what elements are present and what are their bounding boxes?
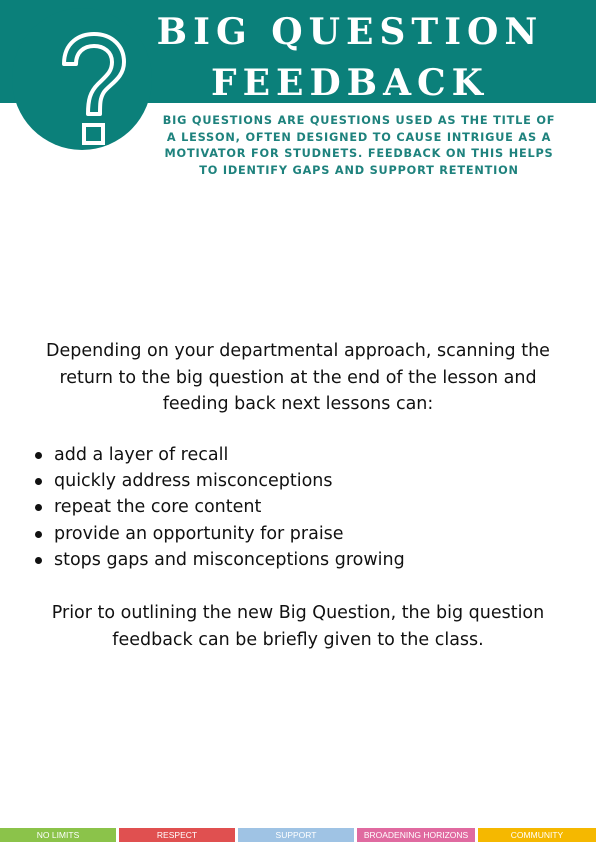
list-item xyxy=(32,468,552,494)
list-item-text: stops gaps and misconceptions growing xyxy=(54,549,405,570)
footer-value-no-limits: NO LIMITS xyxy=(0,828,116,842)
page-title-line2: FEEDBACK xyxy=(211,62,489,104)
footer-value-support: SUPPORT xyxy=(238,828,354,842)
values-footer xyxy=(0,828,596,842)
intro-paragraph: Depending on your departmental approach, scanning the return to the big question at the end of the lesson and feeding back next lessons can: xyxy=(46,341,550,414)
page-subtitle: BIG QUESTIONS ARE QUESTIONS USED AS THE TITLE OF A LESSON, OFTEN DESIGNED TO CAUSE INTRIGUE AS A MOTIVATOR FOR STUDNETS. FEEDBACK ON THIS HELPS TO IDENTIFY GAPS AND SUPPORT RETENTION xyxy=(162,114,556,177)
bullet-dot xyxy=(35,504,42,511)
list-item-text: add a layer of recall xyxy=(54,445,229,465)
list-item xyxy=(32,547,552,573)
footer-value-respect: RESPECT xyxy=(119,828,235,842)
list-item xyxy=(32,521,552,547)
list-item-text: repeat the core content xyxy=(54,497,262,518)
closing-paragraph: Prior to outlining the new Big Question, the big question feedback can be briefly given to the class. xyxy=(51,603,545,650)
benefits-list xyxy=(32,442,552,573)
list-item xyxy=(32,442,552,468)
list-item-text: provide an opportunity for praise xyxy=(54,523,344,544)
bullet-dot xyxy=(35,557,42,564)
page-title-line1: BIG QUESTION xyxy=(156,11,544,53)
bullet-dot xyxy=(35,531,42,538)
list-item-text: quickly address misconceptions xyxy=(54,471,333,492)
question-mark-icon xyxy=(52,28,136,148)
bullet-dot xyxy=(35,478,42,485)
footer-value-community: COMMUNITY xyxy=(478,828,596,842)
bullet-dot xyxy=(35,452,42,459)
footer-value-broadening-horizons: BROADENING HORIZONS xyxy=(357,828,475,842)
list-item xyxy=(32,494,552,520)
question-badge xyxy=(12,8,152,150)
